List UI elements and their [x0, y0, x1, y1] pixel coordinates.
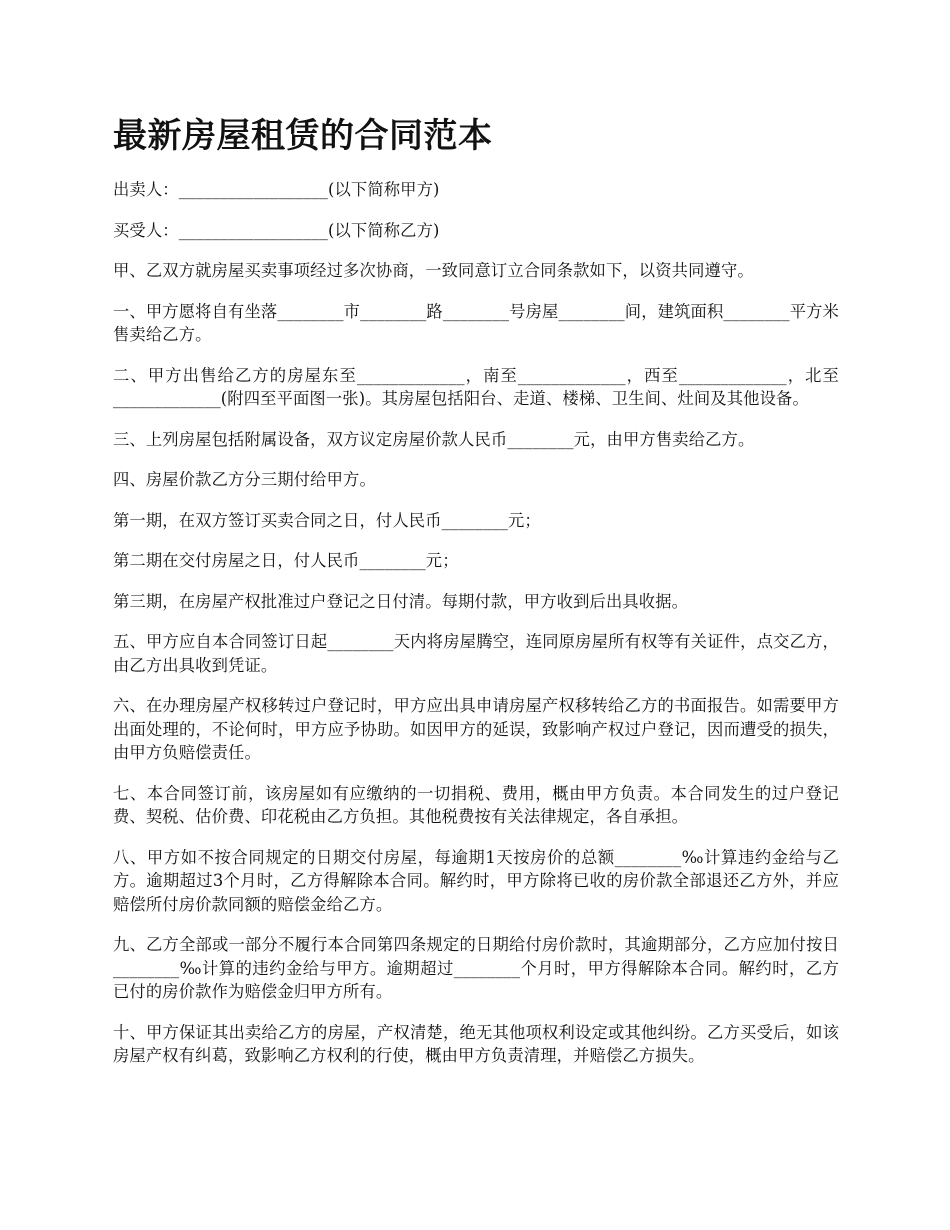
- paragraph-clause-2: 二、甲方出售给乙方的房屋东至_____________，南至_____________，西至_____________，北至_____________(附四至平面图一张)。其房屋包括阳台、走道、楼梯、卫生间、灶间及其他设备。: [113, 365, 839, 408]
- paragraph-clause-8: 八、甲方如不按合同规定的日期交付房屋，每逾期1天按房价的总额________‰计算违约金给与乙方。逾期超过3个月时，乙方得解除本合同。解约时，甲方除将已收的房价款全部退还乙方外，并应赔偿所付房价款同额的赔偿金给乙方。: [113, 847, 839, 914]
- paragraph-clause-3: 三、上列房屋包括附属设备，双方议定房屋价款人民币________元，由甲方售卖给乙方。: [113, 429, 755, 449]
- paragraph-clause-9: 九、乙方全部或一部分不履行本合同第四条规定的日期给付房价款时，其逾期部分，乙方应加付按日________‰计算的违约金给与甲方。逾期超过________个月时，甲方得解除本合同。解约时，乙方已付的房价款作为赔偿金归甲方所有。: [113, 935, 839, 1001]
- paragraph-payment-2: 第二期在交付房屋之日，付人民币________元；: [113, 551, 459, 570]
- paragraph-seller: 出卖人：__________________(以下简称甲方): [113, 180, 440, 199]
- paragraph-preamble: 甲、乙双方就房屋买卖事项经过多次协商，一致同意订立合同条款如下，以资共同遵守。: [113, 261, 754, 280]
- paragraph-clause-10: 十、甲方保证其出卖给乙方的房屋，产权清楚，绝无其他项权利设定或其他纠纷。乙方买受后，如该房屋产权有纠葛，致影响乙方权利的行使，概由甲方负责清理，并赔偿乙方损失。: [113, 1022, 839, 1065]
- paragraph-payment-3: 第三期，在房屋产权批准过户登记之日付清。每期付款，甲方收到后出具收据。: [113, 591, 689, 611]
- paragraph-clause-6: 六、在办理房屋产权移转过户登记时，甲方应出具申请房屋产权移转给乙方的书面报告。如需要甲方出面处理的，不论何时，甲方应予协助。如因甲方的延误，致影响产权过户登记，因而遭受的损失，由甲方负赔偿责任。: [113, 696, 839, 762]
- paragraph-payment-1: 第一期，在双方签订买卖合同之日，付人民币________元；: [113, 510, 541, 530]
- paragraph-clause-4: 四、房屋价款乙方分三期付给甲方。: [113, 470, 376, 489]
- paragraph-buyer: 买受人：__________________(以下简称乙方): [113, 220, 440, 240]
- paragraph-clause-5: 五、甲方应自本合同签订日起________天内将房屋腾空，连同原房屋所有权等有关证件，点交乙方，由乙方出具收到凭证。: [113, 632, 839, 675]
- document-title: 最新房屋租赁的合同范本: [113, 116, 493, 156]
- paragraph-clause-7: 七、本合同签订前，该房屋如有应缴纳的一切捐税、费用，概由甲方负责。本合同发生的过户登记费、契税、估价费、印花税由乙方负担。其他税费按有关法律规定，各自承担。: [113, 783, 839, 826]
- document-body: [113, 178, 839, 1085]
- paragraph-clause-1: 一、甲方愿将自有坐落________市________路________号房屋________间，建筑面积________平方米售卖给乙方。: [113, 301, 839, 344]
